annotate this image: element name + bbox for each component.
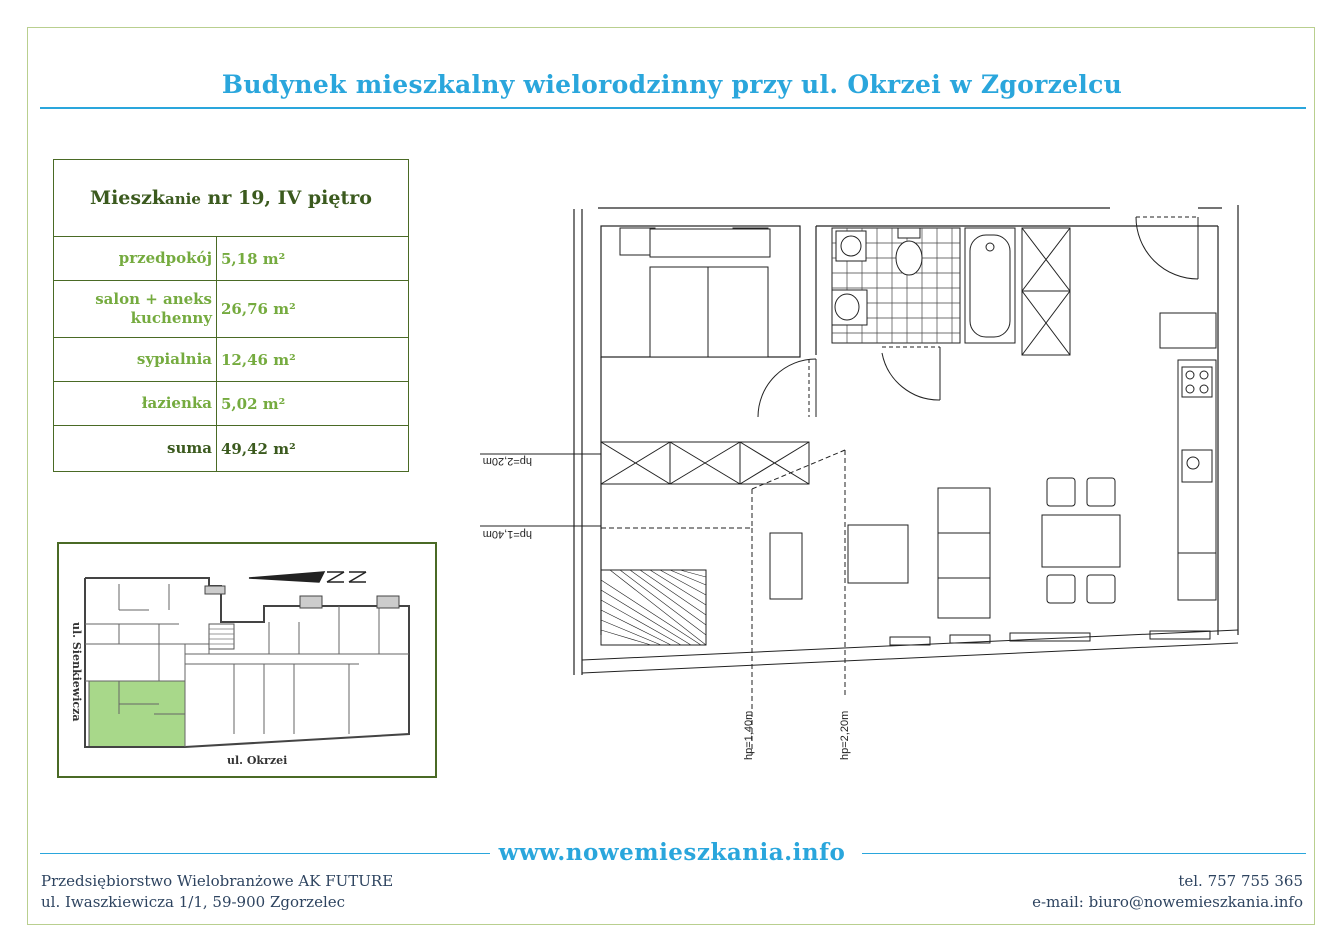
balcony <box>300 596 322 608</box>
height-label: hp=2,20m <box>839 710 851 760</box>
table-row <box>54 338 409 382</box>
room-area <box>217 338 409 382</box>
area-value: 26,76 <box>221 300 268 318</box>
terrace-element <box>770 533 802 599</box>
email-link[interactable]: e-mail: biuro@nowemieszkania.info <box>1032 893 1303 911</box>
area-value: 12,46 <box>221 350 268 369</box>
coffee-table <box>848 525 908 583</box>
title-divider <box>40 107 1306 109</box>
key-plan <box>57 542 437 778</box>
sofa <box>848 488 990 618</box>
table-row <box>54 382 409 426</box>
table-row <box>54 281 409 338</box>
total-area <box>217 426 409 472</box>
website-link[interactable]: www.nowemieszkania.info <box>498 839 846 866</box>
kitchen-counter <box>1160 313 1216 600</box>
bed <box>620 228 770 357</box>
dining-set <box>1042 478 1120 603</box>
total-value: 49,42 <box>221 439 268 458</box>
height-lines <box>601 450 845 755</box>
street-label-side: ul. Sienkiewicza <box>70 622 83 722</box>
bathtub <box>965 228 1015 343</box>
area-value: 5,18 <box>221 249 258 268</box>
bathroom-floor <box>832 228 960 343</box>
company-address: ul. Iwaszkiewicza 1/1, 59-900 Zgorzelec <box>41 893 346 911</box>
balcony-strip <box>582 630 1238 673</box>
room-label: sypialnia <box>54 338 217 382</box>
balcony <box>205 586 225 594</box>
area-value: 5,02 <box>221 394 258 413</box>
room-area <box>217 237 409 281</box>
area-unit: m² <box>273 350 296 369</box>
apartment-heading-part1: Mieszk <box>90 187 166 209</box>
area-unit: m² <box>262 394 286 413</box>
bathroom-door <box>882 347 940 400</box>
total-label: suma <box>54 426 217 472</box>
street-label-bottom: ul. Okrzei <box>227 754 288 767</box>
company-info <box>41 871 393 913</box>
floor-plan <box>470 195 1260 770</box>
height-label: hp=1,40m <box>482 528 532 540</box>
contact-info <box>1032 871 1303 913</box>
apartment-heading-part2: anie <box>165 190 201 208</box>
company-name: Przedsiębiorstwo Wielobranżowe AK FUTURE <box>41 872 394 890</box>
area-table <box>53 159 409 472</box>
total-row <box>54 426 409 472</box>
apartment-heading <box>54 160 409 237</box>
table-row <box>54 237 409 281</box>
total-unit: m² <box>273 439 296 458</box>
north-arrow <box>249 572 366 582</box>
room-label: salon + aneks kuchenny <box>54 281 217 338</box>
lower-stair <box>601 533 802 645</box>
area-unit: m² <box>262 249 286 268</box>
bedroom-door <box>758 359 816 417</box>
area-unit: m² <box>273 300 296 318</box>
room-label: łazienka <box>54 382 217 426</box>
staircase <box>209 624 234 649</box>
phone: tel. 757 755 365 <box>1178 872 1303 890</box>
height-label: hp=2,20m <box>482 455 532 467</box>
balcony <box>377 596 399 608</box>
page-title: Budynek mieszkalny wielorodzinny przy ul. Okrzei w Zgorzelcu <box>221 70 1123 99</box>
room-label: przedpokój <box>54 237 217 281</box>
key-plan-drawing <box>59 544 435 776</box>
apartment-heading-part3: nr 19, IV piętro <box>200 187 372 209</box>
height-label: hp=1,40m <box>743 710 755 760</box>
room-area <box>217 281 409 338</box>
room-area <box>217 382 409 426</box>
ventilation-shaft <box>1022 228 1070 355</box>
